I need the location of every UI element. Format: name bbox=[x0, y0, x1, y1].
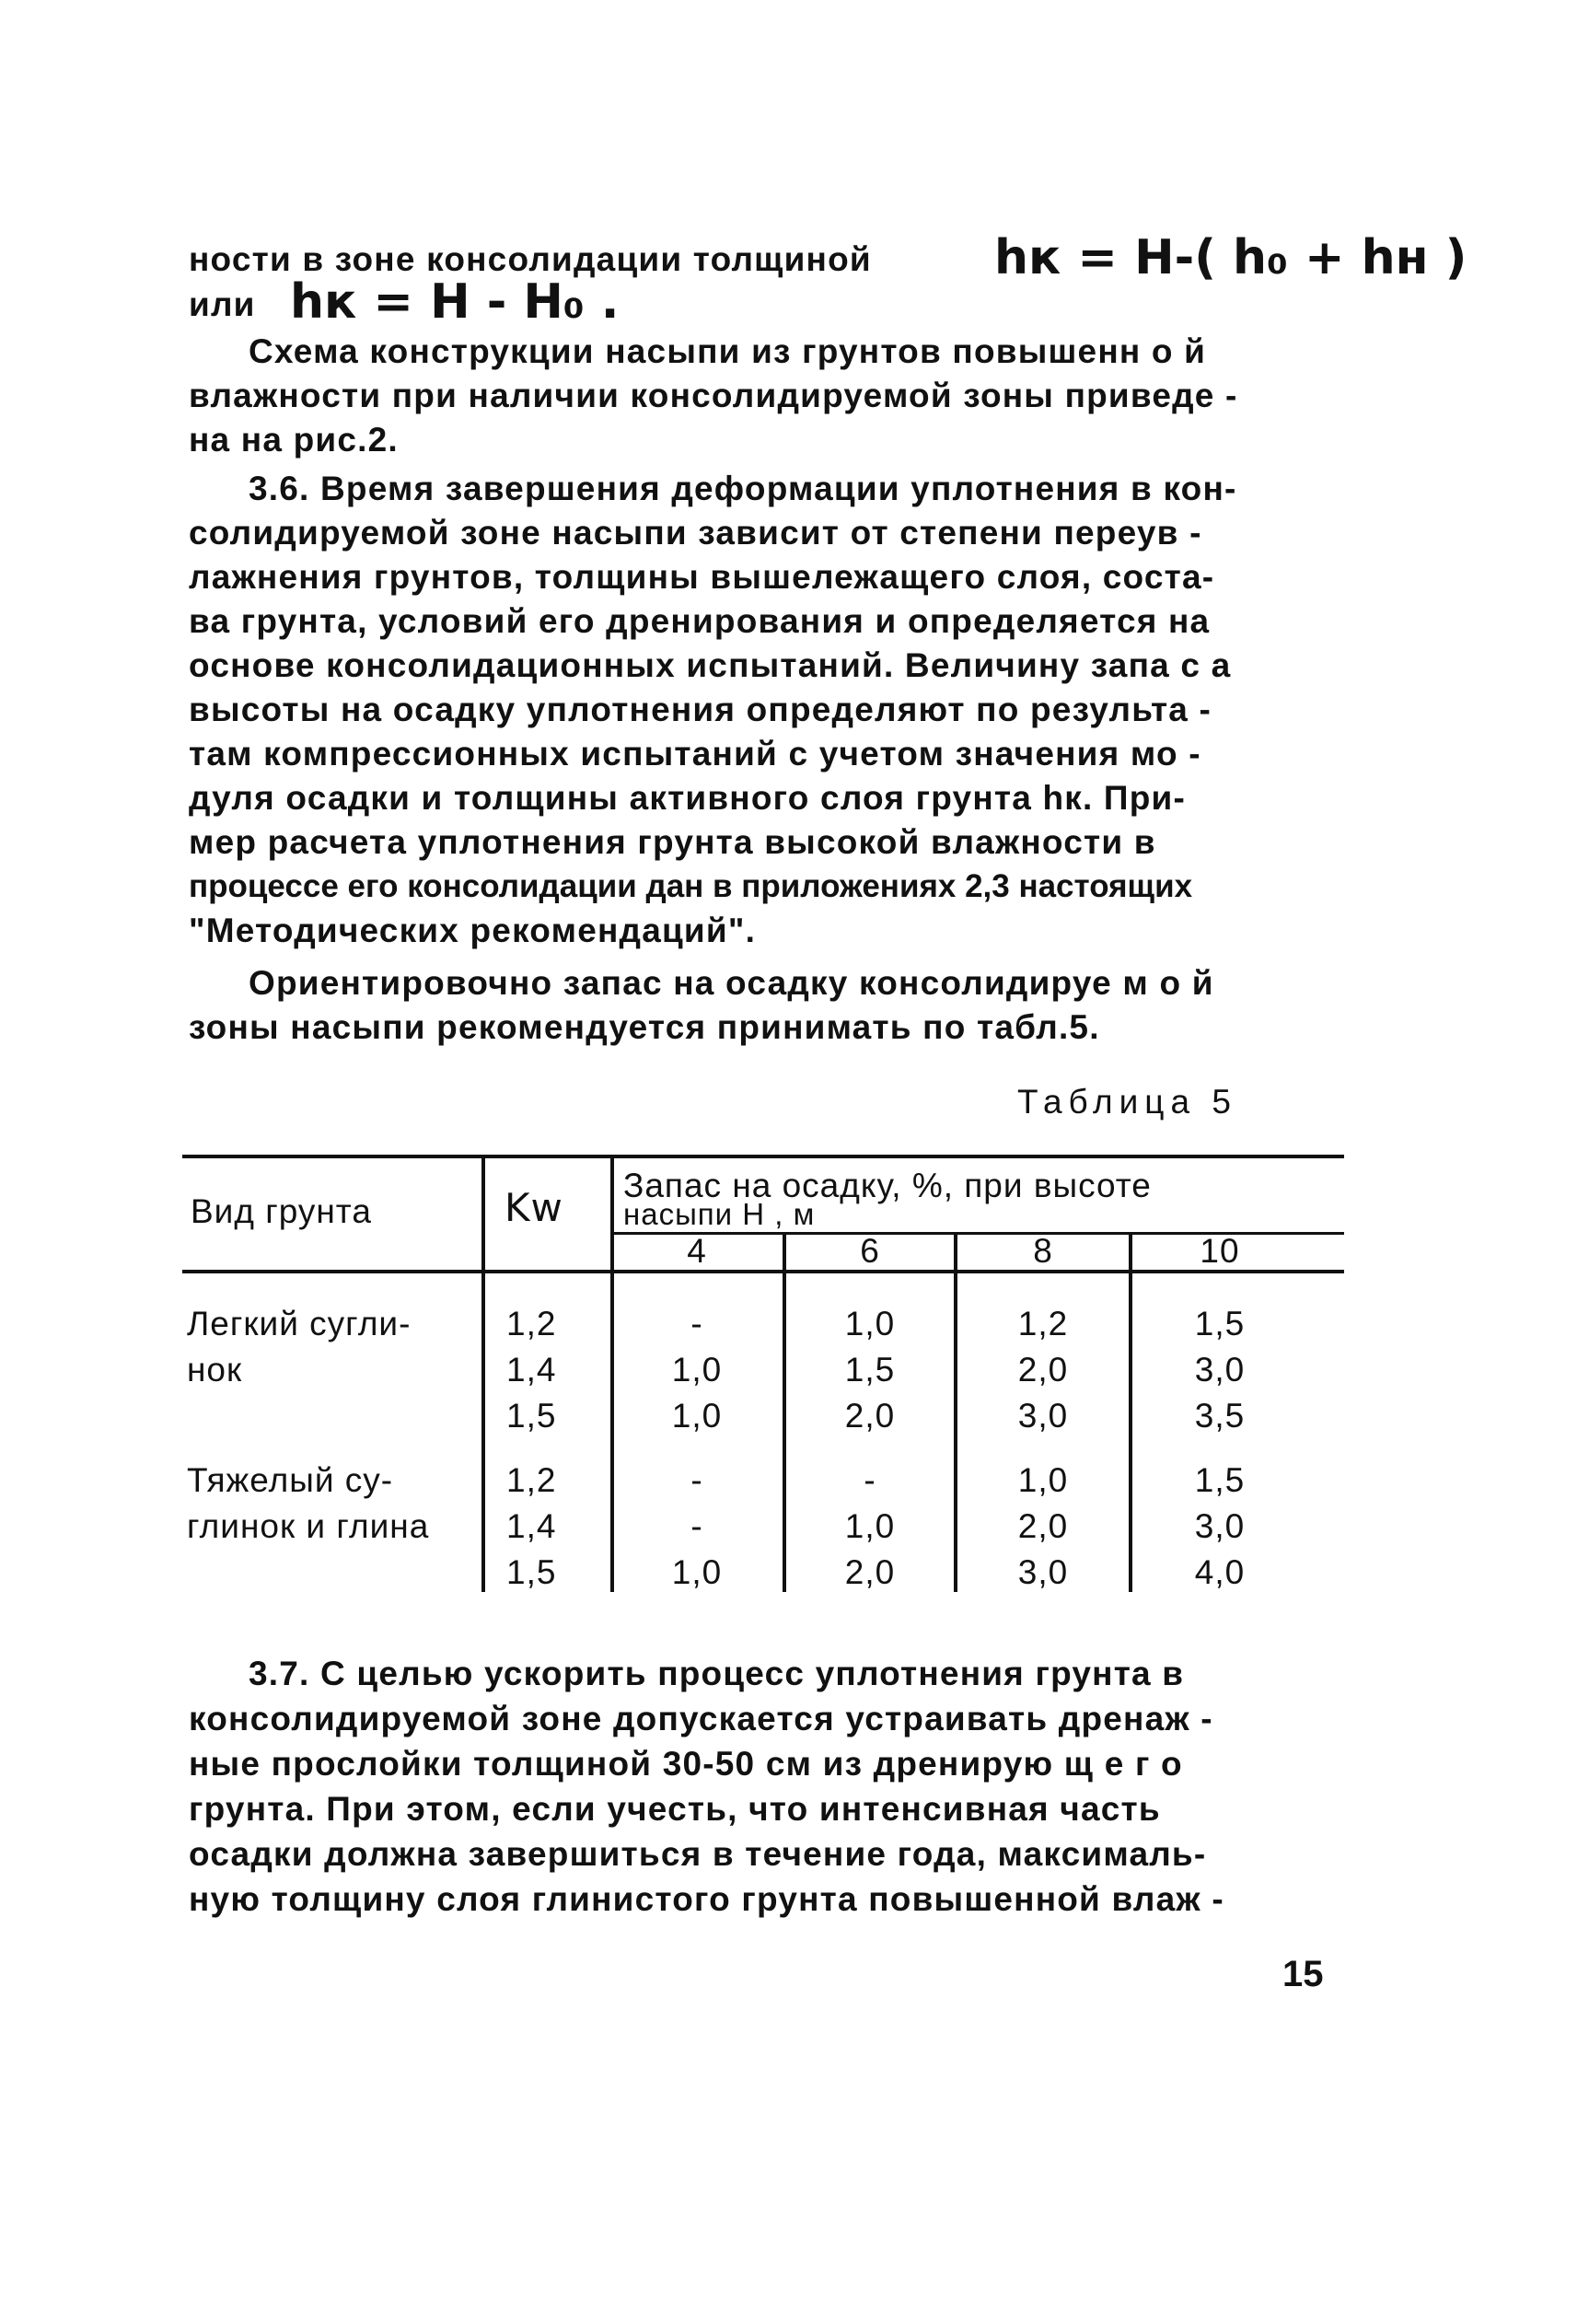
table-soil-heavy-line-1: Тяжелый су- bbox=[187, 1461, 394, 1499]
para-3-7-line-5: осадки должна завершиться в течение года, максималь- bbox=[189, 1835, 1207, 1873]
para-orient-line-1: Ориентировочно запас на осадку консолидируе м о й bbox=[249, 964, 1214, 1002]
table-cell-h6: - bbox=[864, 1461, 876, 1499]
table-cell-h10: 3,5 bbox=[1194, 1397, 1246, 1435]
table-cell-h6: 1,5 bbox=[844, 1351, 896, 1389]
table-header-kw: Kw bbox=[505, 1185, 563, 1230]
para-3-6-line-6: высоты на осадку уплотнения определяют по результа - bbox=[189, 691, 1212, 728]
table-cell-kw: 1,4 bbox=[506, 1351, 557, 1389]
table-col-rule-4 bbox=[783, 1234, 786, 1592]
page-number: 15 bbox=[1282, 1954, 1324, 1994]
formula-hk-1: hк = H-( h₀ + hн ) bbox=[994, 230, 1467, 285]
para-3-6-line-8: дуля осадки и толщины активного слоя грунта hк. При- bbox=[189, 779, 1186, 817]
para-3-7-line-2: консолидируемой зоне допускается устраивать дренаж - bbox=[189, 1700, 1213, 1737]
table-cell-h10: 3,0 bbox=[1194, 1507, 1246, 1545]
table-cell-h4: - bbox=[690, 1507, 703, 1545]
table-caption: Таблица 5 bbox=[1017, 1083, 1237, 1121]
table-cell-h4: 1,0 bbox=[671, 1351, 723, 1389]
para-3-6-line-9: мер расчета уплотнения грунта высокой влажности в bbox=[189, 823, 1156, 861]
para-3-6-line-1: 3.6. Время завершения деформации уплотнения в кон- bbox=[249, 470, 1237, 507]
para-3-6-line-5: основе консолидационных испытаний. Величину запа с а bbox=[189, 646, 1232, 684]
para-3-6-line-2: солидируемой зоне насыпи зависит от степени переув - bbox=[189, 514, 1202, 552]
para-3-7-line-3: ные прослойки толщиной 30-50 см из дренирую щ е г о bbox=[189, 1745, 1183, 1783]
para-3-7-line-6: ную толщину слоя глинистого грунта повышенной влаж - bbox=[189, 1880, 1224, 1918]
table-cell-h6: 2,0 bbox=[844, 1397, 896, 1435]
formula-hk-2: hк = H - H₀ . bbox=[290, 274, 620, 330]
table-soil-light-line-2: нок bbox=[187, 1351, 243, 1389]
table-header-height-4: 4 bbox=[687, 1232, 707, 1270]
table-cell-h8: 1,0 bbox=[1017, 1461, 1069, 1499]
para-3-6-line-11: "Методических рекомендаций". bbox=[189, 912, 757, 949]
table-cell-kw: 1,5 bbox=[506, 1553, 557, 1591]
para-3-7-line-1: 3.7. С целью ускорить процесс уплотнения грунта в bbox=[249, 1655, 1185, 1692]
intro-line-2-prefix: или bbox=[189, 285, 256, 323]
table-cell-h8: 3,0 bbox=[1017, 1397, 1069, 1435]
table-header-soil-type: Вид грунта bbox=[191, 1192, 372, 1230]
table-cell-h10: 3,0 bbox=[1194, 1351, 1246, 1389]
para-3-6-line-7: там компрессионных испытаний с учетом значения мо - bbox=[189, 735, 1201, 773]
table-cell-h4: - bbox=[690, 1305, 703, 1342]
table-cell-h10: 4,0 bbox=[1194, 1553, 1246, 1591]
table-col-rule-kw bbox=[610, 1155, 614, 1592]
table-cell-h6: 2,0 bbox=[844, 1553, 896, 1591]
table-header-height-6: 6 bbox=[860, 1232, 880, 1270]
table-soil-heavy-line-2: глинок и глина bbox=[187, 1507, 430, 1545]
para-orient-line-2: зоны насыпи рекомендуется принимать по табл.5. bbox=[189, 1008, 1100, 1046]
table-cell-h4: - bbox=[690, 1461, 703, 1499]
table-cell-h10: 1,5 bbox=[1194, 1305, 1246, 1342]
table-cell-h6: 1,0 bbox=[844, 1305, 896, 1342]
table-col-rule-8 bbox=[1129, 1234, 1132, 1592]
table-col-rule-6 bbox=[954, 1234, 957, 1592]
table-header-reserve-line-2: насыпи H , м bbox=[623, 1197, 816, 1231]
table-cell-h8: 1,2 bbox=[1017, 1305, 1069, 1342]
para-3-6-line-3: лажнения грунтов, толщины вышележащего слоя, соста- bbox=[189, 558, 1215, 596]
para-3-6-line-4: ва грунта, условий его дренирования и определяется на bbox=[189, 602, 1211, 640]
para-scheme-line-2: влажности при наличии консолидируемой зоны приведе - bbox=[189, 377, 1238, 414]
table-cell-h8: 3,0 bbox=[1017, 1553, 1069, 1591]
table-cell-h6: 1,0 bbox=[844, 1507, 896, 1545]
para-3-7-line-4: грунта. При этом, если учесть, что интенсивная часть bbox=[189, 1790, 1161, 1828]
para-scheme-line-3: на на рис.2. bbox=[189, 421, 399, 459]
table-soil-light-line-1: Легкий сугли- bbox=[187, 1305, 412, 1342]
table-cell-kw: 1,4 bbox=[506, 1507, 557, 1545]
table-top-rule bbox=[182, 1155, 1344, 1158]
table-cell-h4: 1,0 bbox=[671, 1553, 723, 1591]
table-cell-h4: 1,0 bbox=[671, 1397, 723, 1435]
table-cell-h8: 2,0 bbox=[1017, 1351, 1069, 1389]
table-cell-h8: 2,0 bbox=[1017, 1507, 1069, 1545]
para-scheme-line-1: Схема конструкции насыпи из грунтов повышенн о й bbox=[249, 332, 1207, 370]
intro-line-1: ности в зоне консолидации толщиной bbox=[189, 240, 872, 278]
table-cell-kw: 1,2 bbox=[506, 1461, 557, 1499]
para-3-6-line-10: процессе его консолидации дан в приложениях 2,3 настоящих bbox=[189, 868, 1193, 904]
table-header-reserve-line-1: Запас на осадку, %, при высоте bbox=[623, 1167, 1152, 1204]
table-cell-kw: 1,5 bbox=[506, 1397, 557, 1435]
table-col-rule-soil bbox=[481, 1155, 485, 1592]
table-cell-h10: 1,5 bbox=[1194, 1461, 1246, 1499]
table-header-height-8: 8 bbox=[1033, 1232, 1053, 1270]
table-header-height-10: 10 bbox=[1200, 1232, 1240, 1270]
table-cell-kw: 1,2 bbox=[506, 1305, 557, 1342]
